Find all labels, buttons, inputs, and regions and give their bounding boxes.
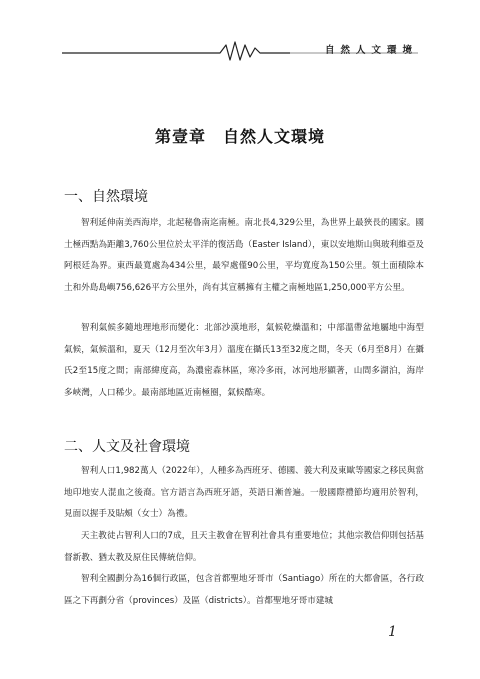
section-heading-humanities-society: 二、人文及社會環境 bbox=[64, 439, 190, 455]
section-heading-natural-environment: 一、自然環境 bbox=[64, 189, 148, 205]
chapter-title: 第壹章 自然人文環境 bbox=[154, 127, 325, 146]
running-header-title: 自然人文環境 bbox=[324, 45, 418, 56]
running-header bbox=[62, 40, 418, 62]
page-number: 1 bbox=[388, 624, 397, 640]
paragraph-administrative-divisions: 智利全國劃分為16個行政區，包含首都聖地牙哥市（Santiago）所在的大都會區，各行政區之下再劃分省（provinces）及區（districts）。首都聖地牙哥市建城 bbox=[64, 574, 424, 606]
paragraph-climate: 智利氣候多隨地理地形而變化：北部沙漠地形，氣候乾燥溫和；中部溫帶盆地屬地中海型氣候，氣候溫和，夏天（12月至次年3月）溫度在攝氏13至32度之間，冬天（6月至8月）在攝氏2至15度之間；南部緯度高，為濃密森林區，寒冷多雨，冰河地形顯著，山間多湖泊，海岸多峽灣，人口稀少。最南部地區近南極圈，氣候酷寒。 bbox=[64, 323, 424, 398]
paragraph-population: 智利人口1,982萬人（2022年），人種多為西班牙、德國、義大利及東歐等國家之移民與當地印地安人混血之後裔。官方語言為西班牙語，英語日漸普遍。一般國際禮節均適用於智利，見面以握手及貼頰（女士）為禮。 bbox=[64, 466, 424, 520]
paragraph-geography: 智利延伸南美西海岸，北起秘魯南迄南極。南北長4,329公里，為世界上最狹長的國家。國土極西點為距離3,760公里位於太平洋的復活島（Easter Island），東以安地斯山與玻利維亞及阿根廷為界。東西最寬處為434公里，最窄處僅90公里，平均寬度為150公里。領土面積除本土和外島島嶼756,626平方公里外，尚有其宣稱擁有主權之南極地區1,250,000平方公里。 bbox=[64, 218, 424, 293]
paragraph-religion: 天主教徒占智利人口的7成，且天主教會在智利社會具有重要地位；其他宗教信仰則包括基督新教、猶太教及原住民傳統信仰。 bbox=[64, 531, 424, 563]
